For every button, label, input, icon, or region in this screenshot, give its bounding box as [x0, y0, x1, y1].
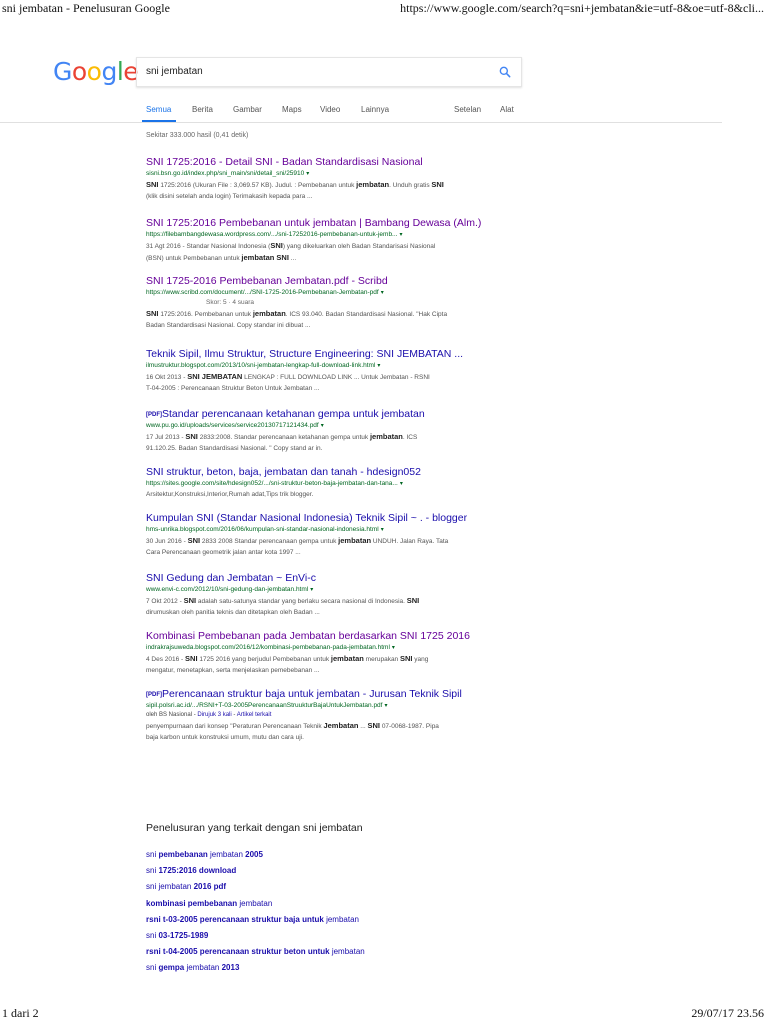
result-snippet-line	[146, 240, 516, 252]
caret-down-icon[interactable]: ▾	[310, 587, 314, 593]
result-title-text[interactable]: Perencanaan struktur baja untuk jembatan - Jurusan Teknik Sipil	[162, 688, 462, 700]
result-url	[146, 361, 516, 371]
result-url	[146, 479, 516, 489]
result-snippet-line	[146, 371, 516, 383]
highlight-text: rsni t-03-2005 perencanaan struktur baja untuk	[146, 914, 324, 924]
text-segment: baja karbon untuk konstruksi umum, mutu dan cara uji.	[146, 734, 304, 741]
highlight-text: kombinasi pembebanan	[146, 898, 238, 908]
highlight-text: SNI	[270, 241, 283, 250]
result-title-text[interactable]: Standar perencanaan ketahanan gempa untuk jembatan	[162, 408, 425, 420]
result-title-text[interactable]: SNI 1725-2016 Pembebanan Jembatan.pdf - Scribd	[146, 275, 388, 287]
google-logo[interactable]	[53, 57, 138, 86]
text-segment: Badan Standardisasi Nasional. Copy standar ini dibuat ...	[146, 322, 311, 329]
result-url-text: https://filebambangdewasa.wordpress.com/.../sni-17252016-pembebanan-untuk-jemb...	[146, 231, 398, 238]
text-segment: ) yang dikeluarkan oleh Badan Standarisasi Nasional	[282, 243, 436, 250]
result-snippet-line	[146, 179, 516, 191]
pdf-tag: [PDF]	[146, 692, 162, 698]
result-snippet-line	[146, 665, 516, 676]
highlight-text: SNI	[187, 536, 201, 545]
related-search-link[interactable]	[146, 879, 365, 895]
highlight-text: jembatan	[252, 309, 286, 318]
highlight-text: SNI	[399, 654, 413, 663]
highlight-text: jembatan	[338, 536, 372, 545]
tab-video[interactable]: Video	[320, 105, 341, 114]
result-title-link[interactable]	[146, 630, 516, 643]
result-url	[146, 525, 516, 535]
search-result	[146, 156, 516, 202]
text-segment: mengatur, menetapkan, serta menjelaskan pemebebanan ...	[146, 667, 320, 674]
text-segment: 91.120.25. Badan Standardisasi Nasional. " Copy stand ar in.	[146, 445, 323, 452]
related-search-link[interactable]	[146, 944, 365, 960]
highlight-text: jembatan	[369, 432, 403, 441]
citation-text: -	[231, 712, 237, 718]
text-segment: 07-0068-1987. Pipa	[380, 723, 439, 730]
text-segment: adalah satu-satunya standar yang berlaku secara nasional di Indonesia.	[196, 598, 407, 605]
result-url-text: https://sites.google.com/site/hdesign052/.../sni-struktur-beton-baja-jembatan-dan-tana...	[146, 480, 398, 487]
result-url-text: ilmustruktur.blogspot.com/2013/10/sni-jembatan-lengkap-full-download-link.html	[146, 362, 376, 369]
text-segment: T-04-2005 : Perencanaan Struktur Beton Untuk Jembatan ...	[146, 385, 320, 392]
result-title-link[interactable]	[146, 348, 516, 361]
logo-letter: o	[86, 57, 102, 86]
result-title-link[interactable]	[146, 275, 516, 288]
text-segment: jembatan	[207, 850, 246, 859]
search-box[interactable]	[136, 57, 522, 87]
highlight-text: SNI	[406, 596, 420, 605]
text-segment: sni	[146, 931, 159, 941]
result-url-text: www.envi-c.com/2012/10/sni-gedung-dan-jembatan.html	[146, 586, 309, 593]
caret-down-icon[interactable]: ▾	[399, 481, 403, 487]
pdf-tag: [PDF]	[146, 412, 162, 418]
search-results	[146, 156, 516, 743]
highlight-text: gempa	[158, 963, 185, 973]
related-search-link[interactable]	[146, 896, 365, 912]
text-segment: jembatan	[323, 914, 359, 924]
highlight-text: jembatan	[330, 654, 364, 663]
text-segment: LENGKAP : FULL DOWNLOAD LINK ... Untuk Jembatan - RSNI	[242, 374, 430, 381]
result-snippet-line	[146, 308, 516, 320]
text-segment: ...	[288, 255, 297, 262]
tab-lainnya[interactable]: Lainnya	[361, 105, 390, 114]
result-title-text[interactable]: SNI 1725:2016 Pembebanan untuk jembatan | Bambang Dewasa (Alm.)	[146, 217, 482, 229]
result-url-text: indrakrajsuweda.blogspot.com/2016/12/kombinasi-pembebanan-pada-jembatan.html	[146, 644, 390, 651]
highlight-text: SNI	[431, 180, 444, 189]
related-search-link[interactable]	[146, 863, 365, 879]
search-input[interactable]	[146, 66, 476, 77]
highlight-text: SNI	[185, 432, 198, 441]
result-url-text: www.pu.go.id/uploads/services/service20130717121434.pdf	[146, 422, 319, 429]
text-segment: jembatan	[184, 963, 222, 973]
result-snippet-line	[146, 191, 516, 202]
result-url	[146, 421, 516, 431]
search-icon[interactable]	[498, 65, 512, 79]
result-stats: Sekitar 333.000 hasil (0,41 detik)	[146, 132, 249, 139]
logo-letter: G	[53, 57, 72, 86]
print-footer-datetime: 29/07/17 23.56	[691, 1006, 764, 1020]
result-snippet-line	[146, 252, 516, 264]
result-url-text: sisni.bsn.go.id/index.php/sni_main/sni/detail_sni/25910	[146, 170, 305, 177]
highlight-text: 2013	[221, 963, 240, 973]
text-segment: ...	[358, 723, 368, 730]
text-segment: 4 Des 2016 -	[146, 656, 186, 663]
search-result	[146, 348, 516, 394]
text-segment: 2833 2008 Standar perencanaan gempa untuk	[200, 538, 339, 545]
related-searches	[146, 847, 365, 977]
caret-down-icon[interactable]: ▾	[391, 645, 395, 651]
related-searches-heading: Penelusuran yang terkait dengan sni jembatan	[146, 822, 363, 834]
related-search-link[interactable]	[146, 928, 365, 944]
highlight-text: Jembatan	[323, 721, 359, 730]
result-title-text[interactable]: Teknik Sipil, Ilmu Struktur, Structure Engineering: SNI JEMBATAN ...	[146, 348, 464, 360]
result-title-link[interactable]	[146, 688, 516, 701]
logo-letter: g	[101, 57, 117, 86]
result-snippet-line	[146, 547, 516, 558]
logo-letter: l	[116, 57, 124, 86]
citation-text: oleh BS Nasional -	[146, 712, 198, 718]
text-segment: 31 Agt 2016 - Standar Nasional Indonesia (	[146, 243, 271, 250]
search-result	[146, 466, 516, 500]
print-header-url: https://www.google.com/search?q=sni+jembatan&ie=utf-8&oe=utf-8&cli...	[400, 1, 764, 15]
logo-letter: e	[123, 57, 139, 86]
text-segment: 2833:2008. Standar perencanaan ketahanan gempa untuk	[197, 434, 370, 441]
citation-link[interactable]: Dirujuk 3 kali	[197, 712, 232, 718]
highlight-text: pembebanan	[158, 850, 208, 859]
result-url-text: hms-unrika.blogspot.com/2016/06/kumpulan-sni-standar-nasional-indonesia.html	[146, 526, 379, 533]
highlight-text: jembatan	[356, 180, 390, 189]
text-segment: Arsitektur,Konstruksi,Interior,Rumah adat,Tips trik blogger.	[146, 491, 314, 498]
search-result	[146, 217, 516, 264]
result-snippet-line	[146, 595, 516, 607]
result-snippet-line	[146, 320, 516, 331]
tab-maps[interactable]: Maps	[282, 105, 302, 114]
text-segment: sni jembatan	[146, 882, 194, 892]
result-url	[146, 169, 516, 179]
search-result	[146, 572, 516, 618]
related-search-link[interactable]	[146, 847, 365, 863]
text-segment: sni	[146, 866, 159, 876]
highlight-text: 2005	[245, 850, 263, 859]
result-title-text[interactable]: SNI Gedung dan Jembatan ~ EnVi-c	[146, 572, 316, 584]
tab-semua[interactable]: Semua	[146, 105, 172, 114]
result-title-link[interactable]	[146, 217, 516, 230]
text-segment: . ICS 93.040. Badan Standardisasi Nasional. "Hak Cipta	[285, 311, 448, 318]
result-title-link[interactable]	[146, 156, 516, 169]
result-snippet-line	[146, 535, 516, 547]
highlight-text: SNI	[146, 180, 159, 189]
highlight-text: 1725:2016 download	[158, 866, 237, 876]
text-segment: 1725:2016 (Ukuran File : 3,069.57 KB). Judul. : Pembebanan untuk	[158, 182, 357, 189]
text-segment: sni	[146, 850, 159, 859]
result-title-text[interactable]: Kombinasi Pembebanan pada Jembatan berdasarkan SNI 1725 2016	[146, 630, 470, 642]
caret-down-icon[interactable]: ▾	[384, 703, 388, 709]
related-search-link[interactable]	[146, 960, 365, 976]
caret-down-icon[interactable]: ▾	[377, 363, 381, 369]
caret-down-icon[interactable]: ▾	[306, 171, 310, 177]
tab-berita[interactable]: Berita	[192, 105, 213, 114]
result-url	[146, 701, 516, 711]
search-result	[146, 512, 516, 558]
result-snippet-line	[146, 732, 516, 743]
result-snippet-line	[146, 489, 516, 500]
text-segment: 1725:2016. Pembebanan untuk	[158, 311, 253, 318]
print-header-title: sni jembatan - Penelusuran Google	[2, 1, 170, 15]
tab-setelan[interactable]: Setelan	[454, 105, 482, 114]
highlight-text: SNI	[367, 721, 381, 730]
text-segment: 16 Okt 2013 -	[146, 374, 188, 381]
caret-down-icon[interactable]: ▾	[380, 527, 384, 533]
search-tabs	[0, 103, 768, 123]
text-segment: UNDUH. Jalan Raya. Tata	[371, 538, 449, 545]
result-title-text[interactable]: SNI 1725:2016 - Detail SNI - Badan Standardisasi Nasional	[146, 156, 423, 168]
highlight-text: jembatan SNI	[241, 253, 289, 262]
text-segment: 7 Okt 2012 -	[146, 598, 184, 605]
citation-link[interactable]: Artikel terkait	[236, 712, 272, 718]
result-url	[146, 230, 516, 240]
text-segment: yang	[412, 656, 429, 663]
text-segment: dirumuskan oleh panitia teknis dan ditetapkan oleh Badan ...	[146, 609, 320, 616]
result-snippet-line	[146, 720, 516, 732]
search-result	[146, 275, 516, 331]
text-segment: 17 Jul 2013 -	[146, 434, 186, 441]
result-snippet-line	[146, 443, 516, 454]
caret-down-icon[interactable]: ▾	[320, 423, 324, 429]
search-result	[146, 688, 516, 743]
text-segment: 30 Jun 2016 -	[146, 538, 188, 545]
logo-letter: o	[71, 57, 87, 86]
result-citation-line	[146, 711, 516, 720]
print-footer-page: 1 dari 2	[2, 1006, 39, 1020]
text-segment: . Unduh gratis	[389, 182, 432, 189]
text-segment: (BSN) untuk Pembebanan untuk	[146, 255, 242, 262]
result-url	[146, 643, 516, 653]
text-segment: sni	[146, 963, 159, 973]
caret-down-icon[interactable]: ▾	[380, 290, 384, 296]
highlight-text: SNI JEMBATAN	[187, 372, 243, 381]
highlight-text: rsni t-04-2005 perencanaan struktur beton untuk	[146, 947, 330, 957]
text-segment: Cara Perencanaan geometrik jalan antar kota 1997 ...	[146, 549, 301, 556]
text-segment: merupakan	[363, 656, 400, 663]
highlight-text: SNI	[185, 654, 198, 663]
highlight-text: SNI	[183, 596, 197, 605]
result-url	[146, 585, 516, 595]
text-segment: (klik disini setelah anda login) Terimakasih kepada para ...	[146, 193, 313, 200]
highlight-text: 03-1725-1989	[158, 931, 209, 941]
result-title-link[interactable]	[146, 408, 516, 421]
result-url-text: https://www.scribd.com/document/.../SNI-1725-2016-Pembebanan-Jembatan-pdf	[146, 289, 379, 296]
result-title-link[interactable]	[146, 466, 516, 479]
result-title-link[interactable]	[146, 572, 516, 585]
result-snippet-line	[146, 383, 516, 394]
highlight-text: 2016 pdf	[193, 882, 227, 892]
text-segment: . ICS	[402, 434, 418, 441]
result-snippet-line	[146, 431, 516, 443]
result-title-text[interactable]: Kumpulan SNI (Standar Nasional Indonesia) Teknik Sipil ~ . - blogger	[146, 512, 468, 524]
result-snippet-line	[146, 653, 516, 665]
search-result	[146, 630, 516, 676]
highlight-text: SNI	[146, 309, 159, 318]
text-segment: jembatan	[329, 947, 365, 957]
related-search-link[interactable]	[146, 912, 365, 928]
caret-down-icon[interactable]: ▾	[399, 232, 403, 238]
result-url-text: sipil.polsri.ac.id/.../RSNI+T-03-2005PerencanaanStruukturBajaUntukJembatan.pdf	[146, 702, 383, 709]
result-title-text[interactable]: SNI struktur, beton, baja, jembatan dan tanah - hdesign052	[146, 466, 421, 478]
search-result	[146, 408, 516, 454]
tab-gambar[interactable]: Gambar	[233, 105, 262, 114]
result-snippet-line	[146, 607, 516, 618]
result-url	[146, 288, 516, 298]
tabs-divider	[0, 122, 722, 123]
text-segment: jembatan	[237, 898, 273, 908]
result-title-link[interactable]	[146, 512, 516, 525]
text-segment: penyempurnaan dari konsep "Peraturan Perencanaan Teknik	[146, 723, 324, 730]
tab-alat[interactable]: Alat	[500, 105, 514, 114]
result-rating: Skor: 5 · 4 suara	[206, 299, 255, 306]
text-segment: 1725 2016 yang berjudul Pembebanan untuk	[197, 656, 331, 663]
